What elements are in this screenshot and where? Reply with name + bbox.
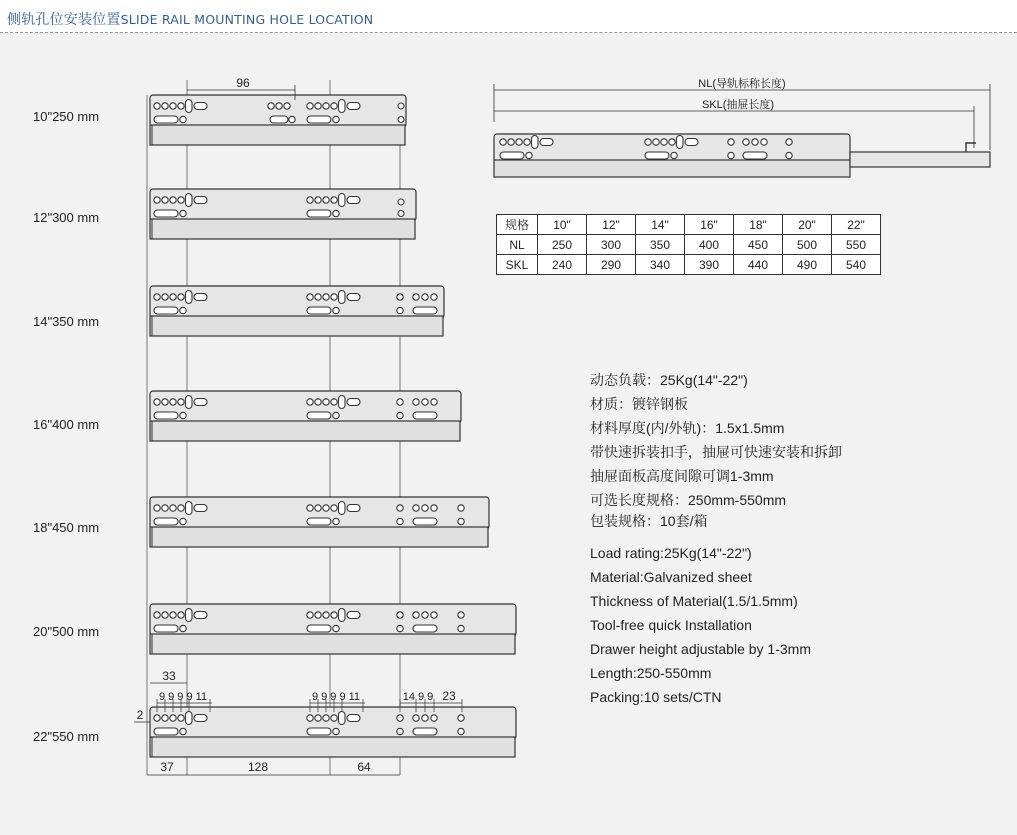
vertical-slot	[186, 502, 193, 515]
mounting-hole	[458, 518, 464, 524]
mounting-hole	[524, 139, 530, 145]
mounting-hole	[333, 116, 339, 122]
vertical-slot	[339, 712, 346, 725]
rail-label-12: 12"300 mm	[33, 210, 100, 225]
long-slot	[307, 518, 331, 525]
mounting-hole	[315, 103, 321, 109]
spec-line-cn: 动态负载：25Kg(14"-22")	[590, 372, 748, 388]
slide-rail	[150, 95, 406, 145]
spec-cell: 350	[636, 235, 685, 255]
mounting-hole	[431, 294, 437, 300]
rail-hook	[966, 143, 976, 152]
spec-table-header-row	[497, 215, 881, 235]
spec-cell: 340	[636, 255, 685, 275]
mounting-hole	[154, 399, 160, 405]
mounting-hole	[669, 139, 675, 145]
horizontal-slot	[194, 505, 207, 512]
mounting-hole	[178, 612, 184, 618]
dimension-128-label: 128	[247, 760, 269, 774]
rail-label-22: 22"550 mm	[33, 729, 100, 744]
spec-line-cn: 带快速拆装扣手，抽屉可快速安装和拆卸	[590, 444, 842, 460]
mounting-hole	[307, 505, 313, 511]
mounting-hole	[333, 728, 339, 734]
mounting-hole	[162, 612, 168, 618]
mounting-hole	[178, 715, 184, 721]
long-slot	[154, 412, 178, 419]
mounting-hole	[398, 211, 404, 217]
mounting-hole	[170, 715, 176, 721]
mounting-hole	[431, 612, 437, 618]
mounting-hole	[508, 139, 514, 145]
mounting-hole	[315, 399, 321, 405]
mounting-hole	[333, 210, 339, 216]
mounting-hole	[268, 103, 274, 109]
mounting-hole	[761, 139, 767, 145]
mounting-hole	[331, 197, 337, 203]
mounting-hole	[154, 612, 160, 618]
spec-cell: 440	[734, 255, 783, 275]
front-group-dimension-label: 9 9 9 9 11	[158, 691, 208, 703]
side-rail-lower	[494, 160, 850, 177]
mid-group-dimension-label: 9 9 9 9 11	[311, 691, 361, 703]
rail-lower-profile	[150, 125, 405, 145]
dimension-96-label: 96	[236, 76, 250, 90]
mounting-hole	[323, 399, 329, 405]
mounting-hole	[413, 505, 419, 511]
mounting-hole	[397, 412, 403, 418]
mounting-hole	[422, 294, 428, 300]
vertical-slot	[339, 291, 346, 304]
mounting-hole	[431, 505, 437, 511]
long-slot	[743, 152, 767, 159]
mounting-hole	[315, 505, 321, 511]
mounting-hole	[331, 399, 337, 405]
vertical-slot	[186, 396, 193, 409]
skl-label: SKL(抽屉长度)	[701, 99, 775, 111]
vertical-slot	[339, 100, 346, 113]
rail-lower-profile	[150, 316, 443, 336]
rear-group-dimension-label: 14 9 9	[402, 691, 434, 703]
spec-table-row-nl	[497, 235, 881, 255]
mounting-hole	[307, 197, 313, 203]
slide-rail	[150, 707, 516, 757]
mounting-hole	[323, 103, 329, 109]
spec-line-en: Thickness of Material(1.5/1.5mm)	[590, 593, 798, 609]
spec-cell: 450	[734, 235, 783, 255]
spec-cell: 490	[783, 255, 832, 275]
mounting-hole	[307, 103, 313, 109]
spec-line-en: Tool-free quick Installation	[590, 617, 752, 633]
mounting-hole	[422, 399, 428, 405]
horizontal-slot	[347, 715, 360, 722]
long-slot	[154, 116, 178, 123]
dimension-64-label: 64	[357, 760, 371, 774]
mounting-hole	[154, 505, 160, 511]
mounting-hole	[397, 612, 403, 618]
long-slot	[270, 116, 288, 123]
vertical-slot	[186, 712, 193, 725]
slide-rail	[150, 604, 516, 654]
mounting-hole	[180, 518, 186, 524]
vertical-slot	[186, 291, 193, 304]
mounting-hole	[397, 728, 403, 734]
mounting-hole	[289, 116, 295, 122]
spec-cell: SKL	[497, 255, 538, 275]
spec-line-cn: 抽屉面板高度间隙可调1-3mm	[590, 468, 774, 484]
vertical-slot	[186, 100, 193, 113]
mounting-hole	[315, 612, 321, 618]
mounting-hole	[397, 294, 403, 300]
mounting-hole	[323, 715, 329, 721]
spec-cell: 240	[538, 255, 587, 275]
mounting-hole	[431, 399, 437, 405]
horizontal-slot	[347, 505, 360, 512]
side-view	[494, 84, 990, 177]
mounting-hole	[162, 715, 168, 721]
mounting-hole	[170, 103, 176, 109]
spec-cell: 390	[685, 255, 734, 275]
mounting-hole	[315, 294, 321, 300]
vertical-slot	[677, 136, 684, 149]
mounting-hole	[397, 518, 403, 524]
mounting-hole	[413, 715, 419, 721]
mounting-hole	[752, 139, 758, 145]
vertical-slot	[339, 194, 346, 207]
dimension-2-label: 2	[136, 708, 144, 722]
horizontal-slot	[194, 715, 207, 722]
mounting-hole	[178, 399, 184, 405]
mounting-hole	[671, 152, 677, 158]
mounting-hole	[458, 728, 464, 734]
vertical-slot	[339, 396, 346, 409]
mounting-hole	[323, 294, 329, 300]
mounting-hole	[284, 103, 290, 109]
long-slot	[500, 152, 524, 159]
mounting-hole	[323, 612, 329, 618]
mounting-hole	[331, 715, 337, 721]
mounting-hole	[422, 505, 428, 511]
horizontal-slot	[194, 294, 207, 301]
spec-cell: 20"	[783, 215, 832, 235]
long-slot	[154, 625, 178, 632]
mounting-hole	[645, 139, 651, 145]
title-chinese: 侧轨孔位安装位置	[7, 11, 121, 27]
vertical-slot	[186, 609, 193, 622]
mounting-hole	[180, 728, 186, 734]
spec-cell: 250	[538, 235, 587, 255]
mounting-hole	[397, 625, 403, 631]
rail-lower-profile	[150, 737, 515, 757]
spec-line-cn: 材料厚度(内/外轨)：1.5x1.5mm	[590, 420, 785, 436]
rail-lower-profile	[150, 634, 515, 654]
slide-rail	[150, 391, 461, 441]
nl-label: NL(导轨标称长度)	[698, 78, 786, 90]
mounting-hole	[397, 715, 403, 721]
spec-cell: 规格	[497, 215, 538, 235]
mounting-hole	[398, 103, 404, 109]
mounting-hole	[458, 612, 464, 618]
spec-line-cn: 材质：镀锌钢板	[590, 396, 688, 412]
long-slot	[413, 518, 437, 525]
mounting-hole	[331, 505, 337, 511]
spec-cell: NL	[497, 235, 538, 255]
mounting-hole	[178, 505, 184, 511]
slide-rail	[150, 286, 444, 336]
mounting-hole	[333, 625, 339, 631]
long-slot	[307, 728, 331, 735]
long-slot	[154, 210, 178, 217]
mounting-hole	[307, 715, 313, 721]
horizontal-slot	[194, 612, 207, 619]
spec-cell: 14"	[636, 215, 685, 235]
mounting-hole	[458, 625, 464, 631]
long-slot	[307, 116, 331, 123]
horizontal-slot	[347, 612, 360, 619]
mounting-hole	[458, 715, 464, 721]
mounting-hole	[413, 612, 419, 618]
mounting-hole	[276, 103, 282, 109]
spec-table-row-skl	[497, 255, 881, 275]
horizontal-slot	[347, 399, 360, 406]
mounting-hole	[413, 399, 419, 405]
vertical-slot	[186, 194, 193, 207]
mounting-hole	[422, 612, 428, 618]
mounting-hole	[398, 117, 404, 123]
mounting-hole	[331, 612, 337, 618]
mounting-hole	[516, 139, 522, 145]
horizontal-slot	[347, 103, 360, 110]
mounting-hole	[307, 294, 313, 300]
mounting-hole	[431, 715, 437, 721]
mounting-hole	[180, 625, 186, 631]
spec-cell: 400	[685, 235, 734, 255]
dimension-37-label: 37	[160, 760, 174, 774]
rail-lower-profile	[150, 421, 460, 441]
rear-gap-dimension-label: 23	[442, 689, 456, 703]
spec-line-cn: 包装规格：10套/箱	[590, 513, 708, 529]
spec-cell: 22"	[832, 215, 881, 235]
spec-cell: 290	[587, 255, 636, 275]
long-slot	[154, 728, 178, 735]
horizontal-slot	[347, 197, 360, 204]
mounting-hole	[323, 197, 329, 203]
mounting-hole	[180, 307, 186, 313]
mounting-hole	[162, 505, 168, 511]
mounting-hole	[661, 139, 667, 145]
spec-line-en: Material:Galvanized sheet	[590, 569, 752, 585]
mounting-hole	[154, 197, 160, 203]
spec-line-en: Load rating:25Kg(14"-22")	[590, 545, 752, 561]
slide-rail	[150, 497, 489, 547]
mounting-hole	[180, 412, 186, 418]
title-english: SLIDE RAIL MOUNTING HOLE LOCATION	[120, 12, 374, 27]
long-slot	[307, 307, 331, 314]
mounting-hole	[526, 152, 532, 158]
rail-label-18: 18"450 mm	[33, 520, 100, 535]
long-slot	[413, 625, 437, 632]
mounting-hole	[162, 103, 168, 109]
spec-line-en: Length:250-550mm	[590, 665, 712, 681]
dimension-33-label: 33	[162, 669, 176, 683]
rail-label-14: 14"350 mm	[33, 314, 100, 329]
long-slot	[154, 518, 178, 525]
mounting-hole	[178, 294, 184, 300]
horizontal-slot	[194, 197, 207, 204]
mounting-hole	[154, 294, 160, 300]
mounting-hole	[162, 399, 168, 405]
long-slot	[307, 625, 331, 632]
spec-line-cn: 可选长度规格：250mm-550mm	[590, 492, 787, 508]
mounting-hole	[178, 103, 184, 109]
horizontal-slot	[347, 294, 360, 301]
vertical-slot	[339, 609, 346, 622]
mounting-hole	[162, 197, 168, 203]
mounting-hole	[413, 294, 419, 300]
mounting-hole	[315, 197, 321, 203]
mounting-hole	[170, 294, 176, 300]
spec-cell: 550	[832, 235, 881, 255]
slide-rail	[150, 189, 416, 239]
spec-table	[496, 214, 881, 275]
spec-cell: 300	[587, 235, 636, 255]
horizontal-slot	[194, 103, 207, 110]
spec-cell: 540	[832, 255, 881, 275]
vertical-slot	[532, 136, 539, 149]
spec-cell: 500	[783, 235, 832, 255]
mounting-hole	[728, 139, 734, 145]
mounting-hole	[307, 399, 313, 405]
long-slot	[413, 412, 437, 419]
mounting-hole	[154, 715, 160, 721]
mounting-hole	[154, 103, 160, 109]
long-slot	[154, 307, 178, 314]
mounting-hole	[397, 505, 403, 511]
mounting-hole	[728, 152, 734, 158]
mounting-hole	[397, 399, 403, 405]
rail-label-10: 10"250 mm	[33, 109, 100, 124]
mounting-hole	[331, 103, 337, 109]
mounting-hole	[333, 412, 339, 418]
mounting-hole	[422, 715, 428, 721]
mounting-hole	[162, 294, 168, 300]
vertical-slot	[339, 502, 346, 515]
long-slot	[413, 307, 437, 314]
mounting-hole	[170, 505, 176, 511]
long-slot	[645, 152, 669, 159]
spec-cell: 16"	[685, 215, 734, 235]
rail-label-20: 20"500 mm	[33, 624, 100, 639]
mounting-hole	[315, 715, 321, 721]
mounting-hole	[333, 307, 339, 313]
side-rail-extension	[850, 152, 990, 167]
rail-lower-profile	[150, 527, 488, 547]
mounting-hole	[786, 152, 792, 158]
mounting-hole	[398, 199, 404, 205]
mounting-hole	[170, 612, 176, 618]
mounting-hole	[307, 612, 313, 618]
mounting-hole	[323, 505, 329, 511]
mounting-hole	[170, 197, 176, 203]
spec-line-en: Packing:10 sets/CTN	[590, 689, 722, 705]
mounting-hole	[743, 139, 749, 145]
mounting-hole	[458, 505, 464, 511]
spec-cell: 12"	[587, 215, 636, 235]
mounting-hole	[180, 210, 186, 216]
mounting-hole	[333, 518, 339, 524]
mounting-hole	[786, 139, 792, 145]
horizontal-slot	[540, 139, 553, 146]
horizontal-slot	[194, 399, 207, 406]
mounting-hole	[180, 116, 186, 122]
mounting-hole	[178, 197, 184, 203]
mounting-hole	[653, 139, 659, 145]
mounting-hole	[170, 399, 176, 405]
spec-cell: 18"	[734, 215, 783, 235]
rail-label-16: 16"400 mm	[33, 417, 100, 432]
mounting-hole	[331, 294, 337, 300]
rail-lower-profile	[150, 219, 415, 239]
spec-line-en: Drawer height adjustable by 1-3mm	[590, 641, 811, 657]
long-slot	[307, 210, 331, 217]
spec-cell: 10"	[538, 215, 587, 235]
long-slot	[307, 412, 331, 419]
horizontal-slot	[685, 139, 698, 146]
mounting-hole	[500, 139, 506, 145]
mounting-hole	[397, 307, 403, 313]
long-slot	[413, 728, 437, 735]
